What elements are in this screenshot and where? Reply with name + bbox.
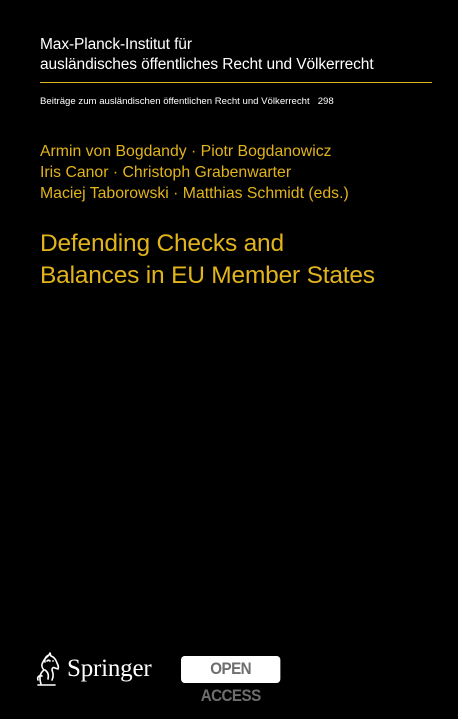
book-title-line-2: Balances in EU Member States [40, 262, 375, 289]
institute-line-2: ausländisches öffentliches Recht und Völkerrecht [40, 56, 374, 73]
springer-horse-icon [33, 651, 63, 687]
series-name: Beiträge zum ausländischen öffentlichen Recht und Völkerrecht [40, 96, 310, 107]
editors-line-2: Iris Canor · Christoph Grabenwarter [40, 164, 292, 181]
editors-list [40, 141, 349, 204]
editors-line-3: Maciej Taborowski · Matthias Schmidt (eds.) [40, 185, 349, 202]
institute-name [40, 35, 440, 75]
open-access-badge: OPEN ACCESS [181, 656, 280, 683]
series-number: 298 [317, 96, 334, 107]
publisher-name: Springer [67, 655, 152, 682]
divider-rule [40, 82, 432, 83]
publisher-logo [33, 650, 152, 688]
book-title-line-1: Defending Checks and [40, 230, 284, 257]
editors-line-1: Armin von Bogdandy · Piotr Bogdanowicz [40, 143, 332, 160]
series-title [40, 96, 334, 107]
institute-line-1: Max-Planck-Institut für [40, 36, 192, 53]
book-title [40, 228, 375, 292]
